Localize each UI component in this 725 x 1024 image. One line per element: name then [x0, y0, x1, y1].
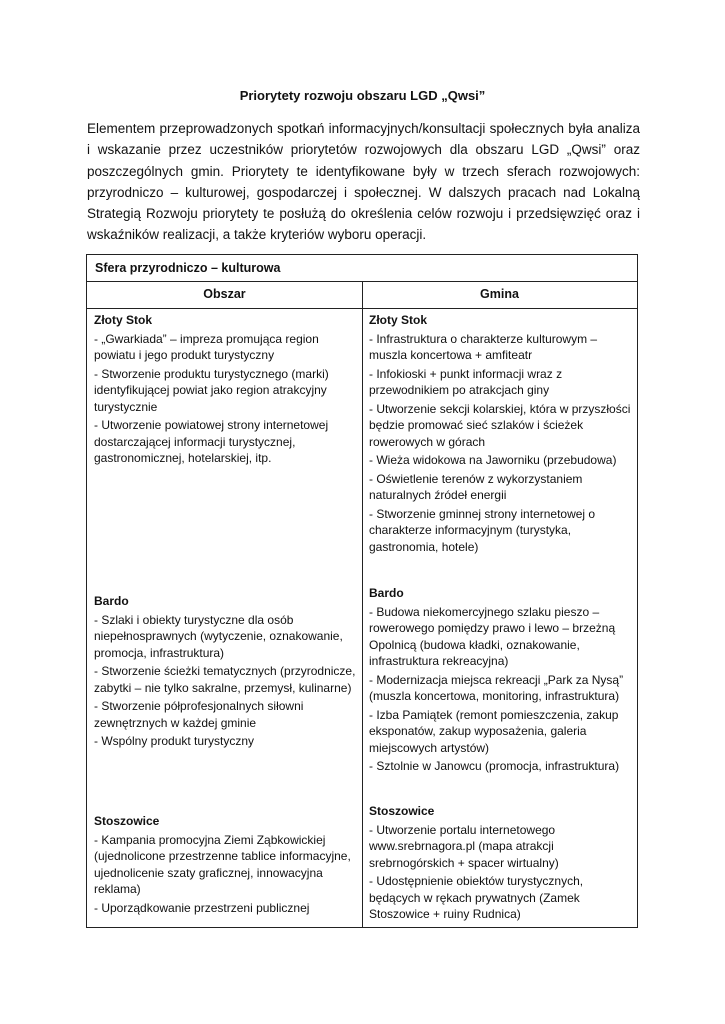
list-item: - Utworzenie sekcji kolarskiej, która w przyszłości będzie promować sieć szlaków i ścieżek rowerowych w górach	[369, 401, 631, 449]
table-sphere-header	[87, 255, 637, 282]
list-item: - Utworzenie powiatowej strony internetowej dostarczającej informacji turystycznej, gastronomicznej, hotelarskiej, itp.	[94, 418, 329, 465]
obszar-section-stoszowice	[94, 813, 356, 918]
column-header-gmina: Gmina	[480, 287, 519, 301]
list-item: - Infokioski + punkt informacji wraz z przewodnikiem po atrakcjach giny	[369, 366, 563, 397]
section-name: Stoszowice	[369, 804, 435, 818]
list-item: - Budowa niekomercyjnego szlaku pieszo – rowerowego pomiędzy prawo i lewo – brzeżną Opolnicą (budowa kładki, oznakowanie, infrastruktura rekreacyjna)	[369, 604, 616, 668]
document-title: Priorytety rozwoju obszaru LGD „Qwsi”	[239, 88, 486, 103]
list-item: - Udostępnienie obiektów turystycznych, będących w rękach prywatnych (Zamek Stoszowice + ruiny Rudnica)	[369, 874, 584, 921]
list-item: - Kampania promocyjna Ziemi Ząbkowickiej (ujednolicone przestrzenne tablice informacyjne, ujednolicenie szaty graficznej, innowacyjna reklama)	[94, 832, 351, 896]
list-item: - Izba Pamiątek (remont pomieszczenia, zakup eksponatów, zakup wyposażenia, galeria miejscowych artystów)	[369, 707, 619, 755]
list-item: - Stworzenie ścieżki tematycznych (przyrodnicze, zabytki – nie tylko sakralne, przemysł, kulinarne)	[94, 664, 356, 695]
obszar-section-bardo	[94, 593, 356, 752]
list-item: - Stworzenie gminnej strony internetowej o charakterze informacyjnym (turystyka, gastronomia, hotele)	[369, 506, 596, 554]
list-item: - Utworzenie portalu internetowego www.srebrnagora.pl (mapa atrakcji srebrnogórskich + spacer wirtualny)	[369, 822, 559, 870]
list-item: - Oświetlenie terenów z wykorzystaniem naturalnych źródeł energii	[369, 471, 583, 502]
list-item: - Infrastruktura o charakterze kulturowym – muszla koncertowa + amfiteatr	[369, 331, 598, 362]
section-name: Bardo	[94, 594, 129, 608]
list-item: - Szlaki i obiekty turystyczne dla osób niepełnosprawnych (wytyczenie, oznakowanie, promocja, infrastruktura)	[94, 612, 343, 660]
section-name: Stoszowice	[94, 814, 160, 828]
priorities-table	[86, 254, 638, 928]
list-item: - Wspólny produkt turystyczny	[94, 734, 255, 748]
gmina-section-zloty-stok	[369, 312, 631, 557]
list-item: - Stworzenie produktu turystycznego (marki) identyfikującej powiat jako region atrakcyjny turystycznie	[94, 366, 329, 414]
column-header-obszar: Obszar	[203, 287, 246, 301]
section-name: Bardo	[369, 586, 404, 600]
column-divider	[362, 281, 363, 927]
list-item: - „Gwarkiada” – impreza promująca region powiatu i jego produkt turystyczny	[94, 331, 319, 362]
gmina-section-stoszowice	[369, 803, 631, 925]
section-name: Złoty Stok	[94, 313, 153, 327]
list-item: - Sztolnie w Janowcu (promocja, infrastruktura)	[369, 759, 620, 773]
section-name: Złoty Stok	[369, 313, 428, 327]
list-item: - Stworzenie półprofesjonalnych siłowni zewnętrznych w każdej gminie	[94, 699, 304, 730]
sphere-title: Sfera przyrodniczo – kulturowa	[95, 261, 281, 275]
list-item: - Wieża widokowa na Jaworniku (przebudowa)	[369, 453, 617, 467]
list-item: - Modernizacja miejsca rekreacji „Park za Nysą” (muszla koncertowa, monitoring, infrastruktura)	[369, 672, 624, 703]
list-item: - Uporządkowanie przestrzeni publicznej	[94, 900, 310, 915]
obszar-section-zloty-stok	[94, 312, 356, 469]
gmina-section-bardo	[369, 585, 631, 777]
intro-paragraph: Elementem przeprowadzonych spotkań informacyjnych/konsultacji społecznych była analiza i wskazanie przez uczestników priorytetów rozwojowych dla obszaru LGD „Qwsi” oraz poszczególnych gmin. Priorytety te identyfikowane były w trzech sferach rozwojowych: przyrodniczo – kulturowej, gospodarczej i społecznej. W dalszych pracach nad Lokalną Strategią Rozwoju priorytety te posłużą do określenia celów rozwoju i przedsięwzięć oraz i wskaźników realizacji, a także kryteriów wyboru operacji.	[87, 121, 640, 243]
